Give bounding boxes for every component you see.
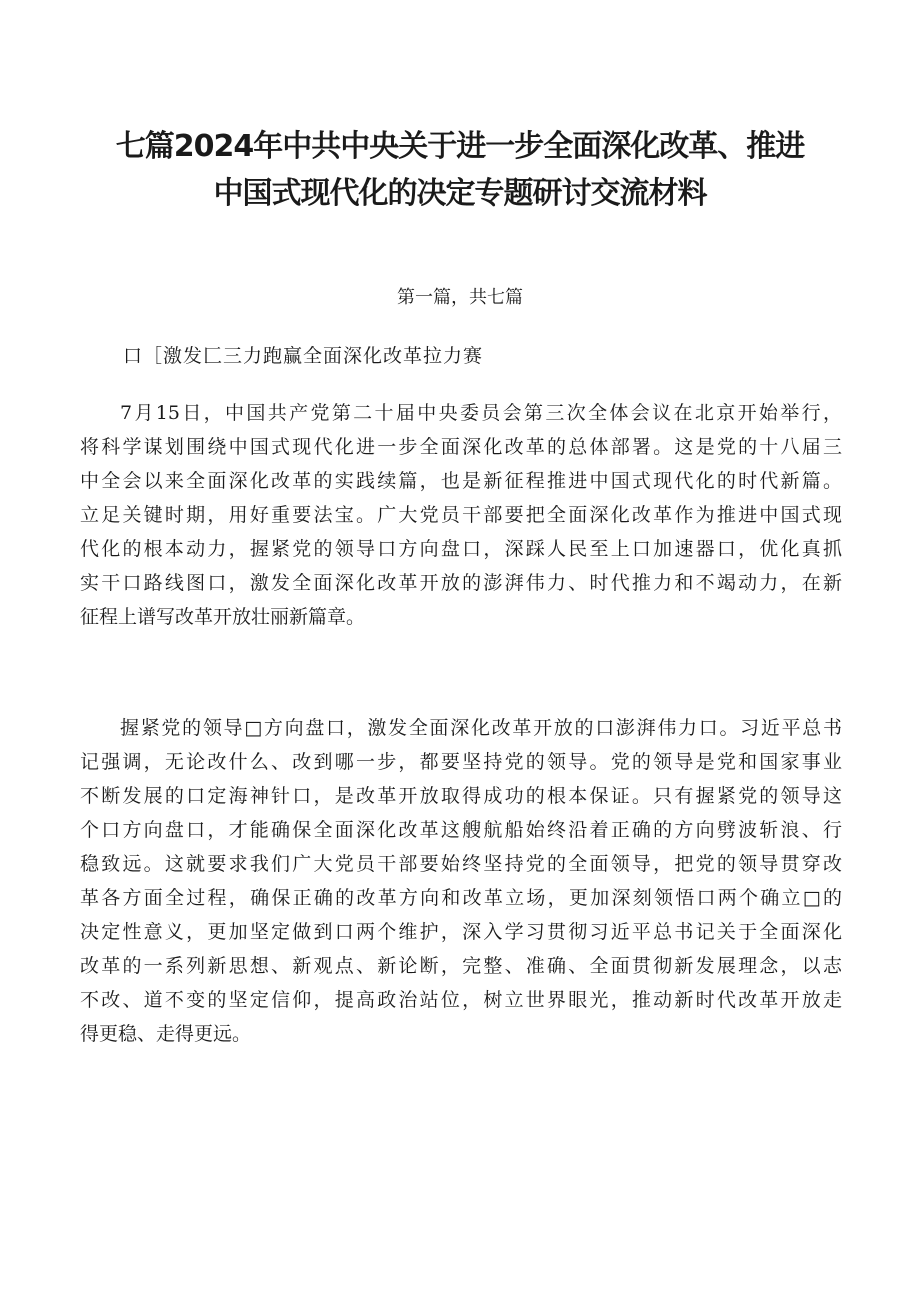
document-title-line-1: 七篇2024年中共中央关于进一步全面深化改革、推进 [115, 129, 805, 164]
section-heading: 口［激发匚三力跑赢全面深化改革拉力赛 [123, 345, 484, 367]
paragraph-line: 改革的一系列新思想、新观点、新论断，完整、准确、全面贯彻新发展理念，以志 [80, 955, 842, 977]
paragraph-line: 记强调，无论改什么、改到哪一步，都要坚持党的领导。党的领导是党和国家事业 [80, 751, 842, 773]
paragraph-line: 不改、道不变的坚定信仰，提高政治站位，树立世界眼光，推动新时代改革开放走 [80, 989, 842, 1011]
paragraph-line: 代化的根本动力，握紧党的领导口方向盘口，深踩人民至上口加速器口，优化真抓 [80, 538, 842, 560]
paragraph-line: 实干口路线图口，激发全面深化改革开放的澎湃伟力、时代推力和不竭动力，在新 [80, 572, 842, 594]
paragraph-line: 稳致远。这就要求我们广大党员干部要始终坚持党的全面领导，把党的领导贯穿改 [80, 853, 842, 875]
paragraph-line: 7月15日，中国共产党第二十届中央委员会第三次全体会议在北京开始举行， [120, 402, 842, 424]
paragraph-line: 将科学谋划围绕中国式现代化进一步全面深化改革的总体部署。这是党的十八届三 [80, 436, 842, 458]
paragraph-1 [80, 396, 842, 634]
paragraph-line: 握紧党的领导□方向盘口，激发全面深化改革开放的口澎湃伟力口。习近平总书 [120, 717, 842, 739]
paragraph-line: 个口方向盘口，才能确保全面深化改革这艘航船始终沿着正确的方向劈波斩浪、行 [80, 819, 842, 841]
paragraph-line: 革各方面全过程，确保正确的改革方向和改革立场，更加深刻领悟口两个确立□的 [80, 887, 842, 909]
paragraph-line: 不断发展的口定海神针口，是改革开放取得成功的根本保证。只有握紧党的领导这 [80, 785, 842, 807]
paragraph-line: 决定性意义，更加坚定做到口两个维护，深入学习贯彻习近平总书记关于全面深化 [80, 921, 842, 943]
section-subtitle: 第一篇，共七篇 [397, 287, 523, 308]
paragraph-line: 征程上谱写改革开放壮丽新篇章。 [80, 606, 366, 628]
paragraph-line: 得更稳、走得更远。 [80, 1023, 252, 1045]
paragraph-2 [80, 711, 842, 1051]
document-title-line-2: 中国式现代化的决定专题研讨交流材料 [213, 176, 707, 211]
paragraph-line: 中全会以来全面深化改革的实践续篇，也是新征程推进中国式现代化的时代新篇。 [80, 470, 842, 492]
paragraph-line: 立足关键时期，用好重要法宝。广大党员干部要把全面深化改革作为推进中国式现 [80, 504, 842, 526]
